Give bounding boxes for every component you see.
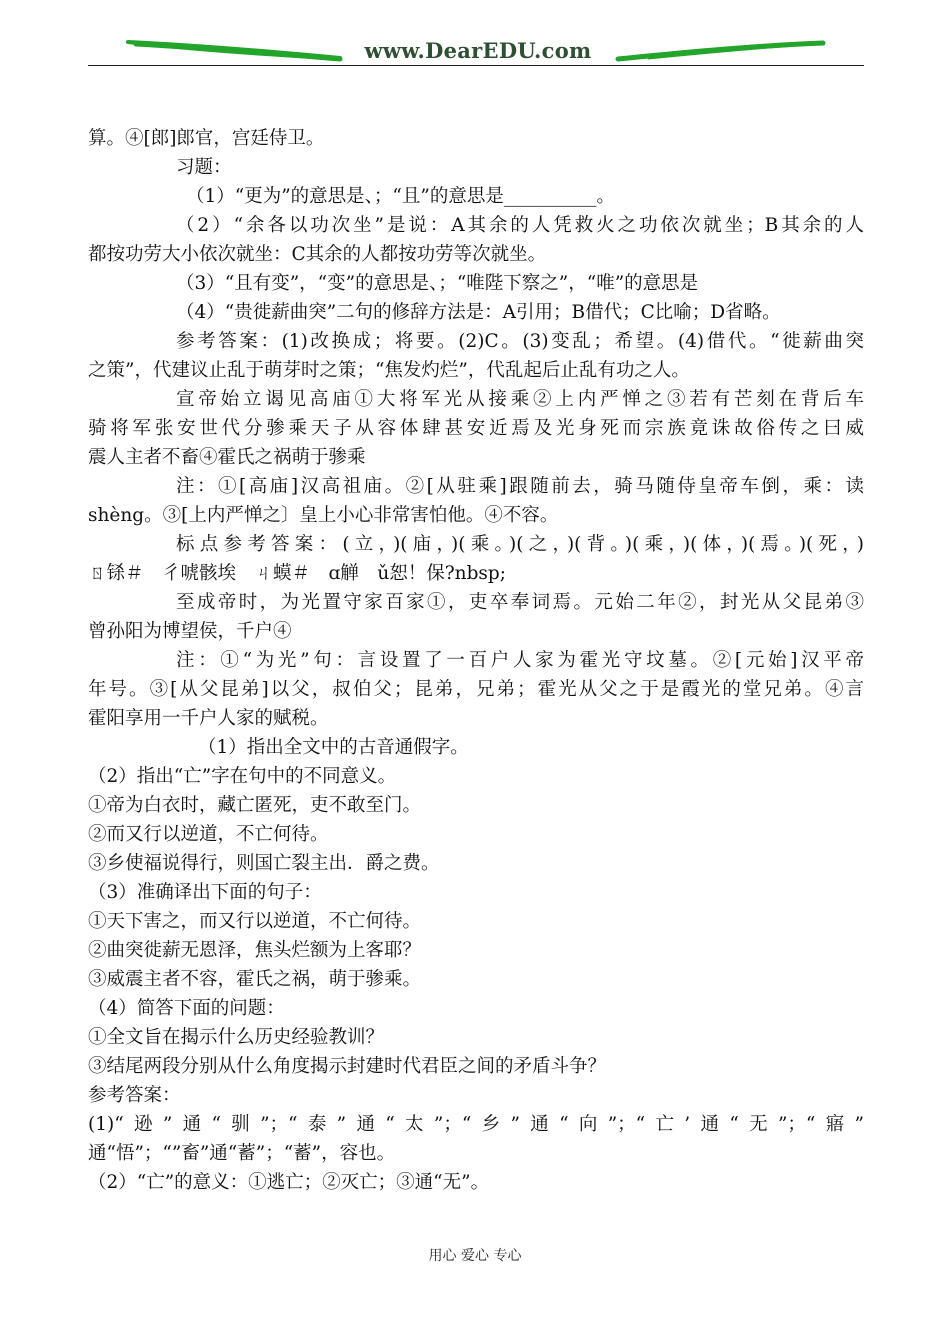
note-line: 注：①[高庙]汉高祖庙。②[从驻乘]跟随前去，骑马随侍皇帝车倒，乘：读: [176, 476, 864, 497]
page-header: [88, 36, 864, 72]
page-footer: 用心 爱心 专心: [428, 1248, 522, 1264]
exercise-question: 都按功劳大小依次就坐：C其余的人都按功劳等次就坐。: [88, 244, 547, 265]
garbled-text-line: ㄖ铩＃ 彳唬骸埃 ㄐ蟆＃ ɑ觯 ǔ恕！保?nbsp;: [88, 563, 507, 584]
passage-line: 震人主者不畜④霍氏之祸萌于骖乘: [88, 447, 366, 468]
site-logo-text: www.DearEDU.com: [364, 38, 592, 63]
question-line: ①天下害之，而又行以逆道，不亡何待。: [88, 911, 422, 932]
question-line: ①全文旨在揭示什么历史经验教训？: [88, 1027, 385, 1048]
answer-line: （2）“亡”的意义：①逃亡；②灭亡；③通“无”。: [88, 1172, 490, 1193]
question-line: ①帝为白衣时，藏亡匿死，吏不敢至门。: [88, 795, 422, 816]
question-line: ②曲突徙薪无恩泽，焦头烂额为上客耶？: [88, 940, 422, 961]
exercise-question: （2）“余各以功次坐”是说：A其余的人凭救火之功依次就坐；B其余的人: [176, 215, 864, 236]
body-line: 算。④[郎]郎官，宫廷侍卫。: [88, 128, 325, 149]
answer-line: (1)“逊”通“驯”；“泰”通“太”；“乡”通“向”；“亡’通“无”；“寤”: [88, 1114, 864, 1135]
answer-line: 之策”，代建议止乱于萌芽时之策；“焦发灼烂”，代乱起后止乱有功之人。: [88, 360, 690, 381]
answer-line: 通“悟”；“”畜”通“蓄”；“蓄”，容也。: [88, 1143, 396, 1164]
question-line: ②而又行以逆道，不亡何待。: [88, 824, 329, 845]
note-line: 年号。③[从父昆弟]以父，叔伯父；昆弟，兄弟；霍光从父之于是霞光的堂兄弟。④言: [88, 679, 864, 700]
question-line: ③结尾两段分别从什么角度揭示封建时代君臣之间的矛盾斗争？: [88, 1056, 607, 1077]
note-line: 注：①“为光”句：言设置了一百户人家为霍光守坟墓。②[元始]汉平帝: [176, 650, 864, 671]
exercise-question: （3）“且有变”，“变”的意思是、；“唯陛下察之”，“唯”的意思是: [176, 273, 699, 294]
question-line: （1）指出全文中的古音通假字。: [198, 737, 469, 758]
answer-line: 参考答案：(1)改换成；将要。(2)C。(3)变乱；希望。(4)借代。“徙薪曲突: [176, 331, 864, 352]
header-rule: [88, 65, 864, 66]
question-line: （3）准确译出下面的句子：: [88, 882, 322, 903]
passage-line: 骑将军张安世代分骖乘天子从容体肆甚安近焉及光身死而宗族竟诛故俗传之曰威: [88, 418, 864, 439]
question-line: ③乡使福说得行，则国亡裂主出．爵之费。: [88, 853, 440, 874]
exercise-question: （4）“贵徙薪曲突”二句的修辞方法是：A引用；B借代；C比喻；D省略。: [176, 302, 781, 323]
punctuation-answer-line: 标点参考答案：(立，)(庙，)(乘。)(之，)(背。)(乘，)(体，)(焉。)(死，): [176, 534, 864, 555]
note-line: 霍阳享用一千户人家的赋税。: [88, 708, 329, 729]
passage-line: 至成帝时，为光置守家百家①，吏卒奉词焉。元始二年②，封光从父昆弟③: [176, 592, 864, 613]
exercise-heading: 习题：: [176, 157, 232, 178]
question-line: （4）简答下面的问题：: [88, 998, 285, 1019]
question-line: （2）指出“亡”字在句中的不同意义。: [88, 766, 397, 787]
answer-heading: 参考答案：: [88, 1085, 181, 1106]
question-line: ③威震主者不容，霍氏之祸，萌于骖乘。: [88, 969, 422, 990]
passage-line: 宣帝始立谒见高庙①大将军光从接乘②上内严惮之③若有芒刻在背后车: [176, 389, 864, 410]
note-line: shèng。③[上内严惮之〕皇上小心非常害怕他。④不容。: [88, 505, 559, 526]
exercise-question: （1）“更为”的意思是、；“且”的意思是__________。: [186, 186, 615, 207]
passage-line: 曾孙阳为博望侯，千户④: [88, 621, 292, 642]
